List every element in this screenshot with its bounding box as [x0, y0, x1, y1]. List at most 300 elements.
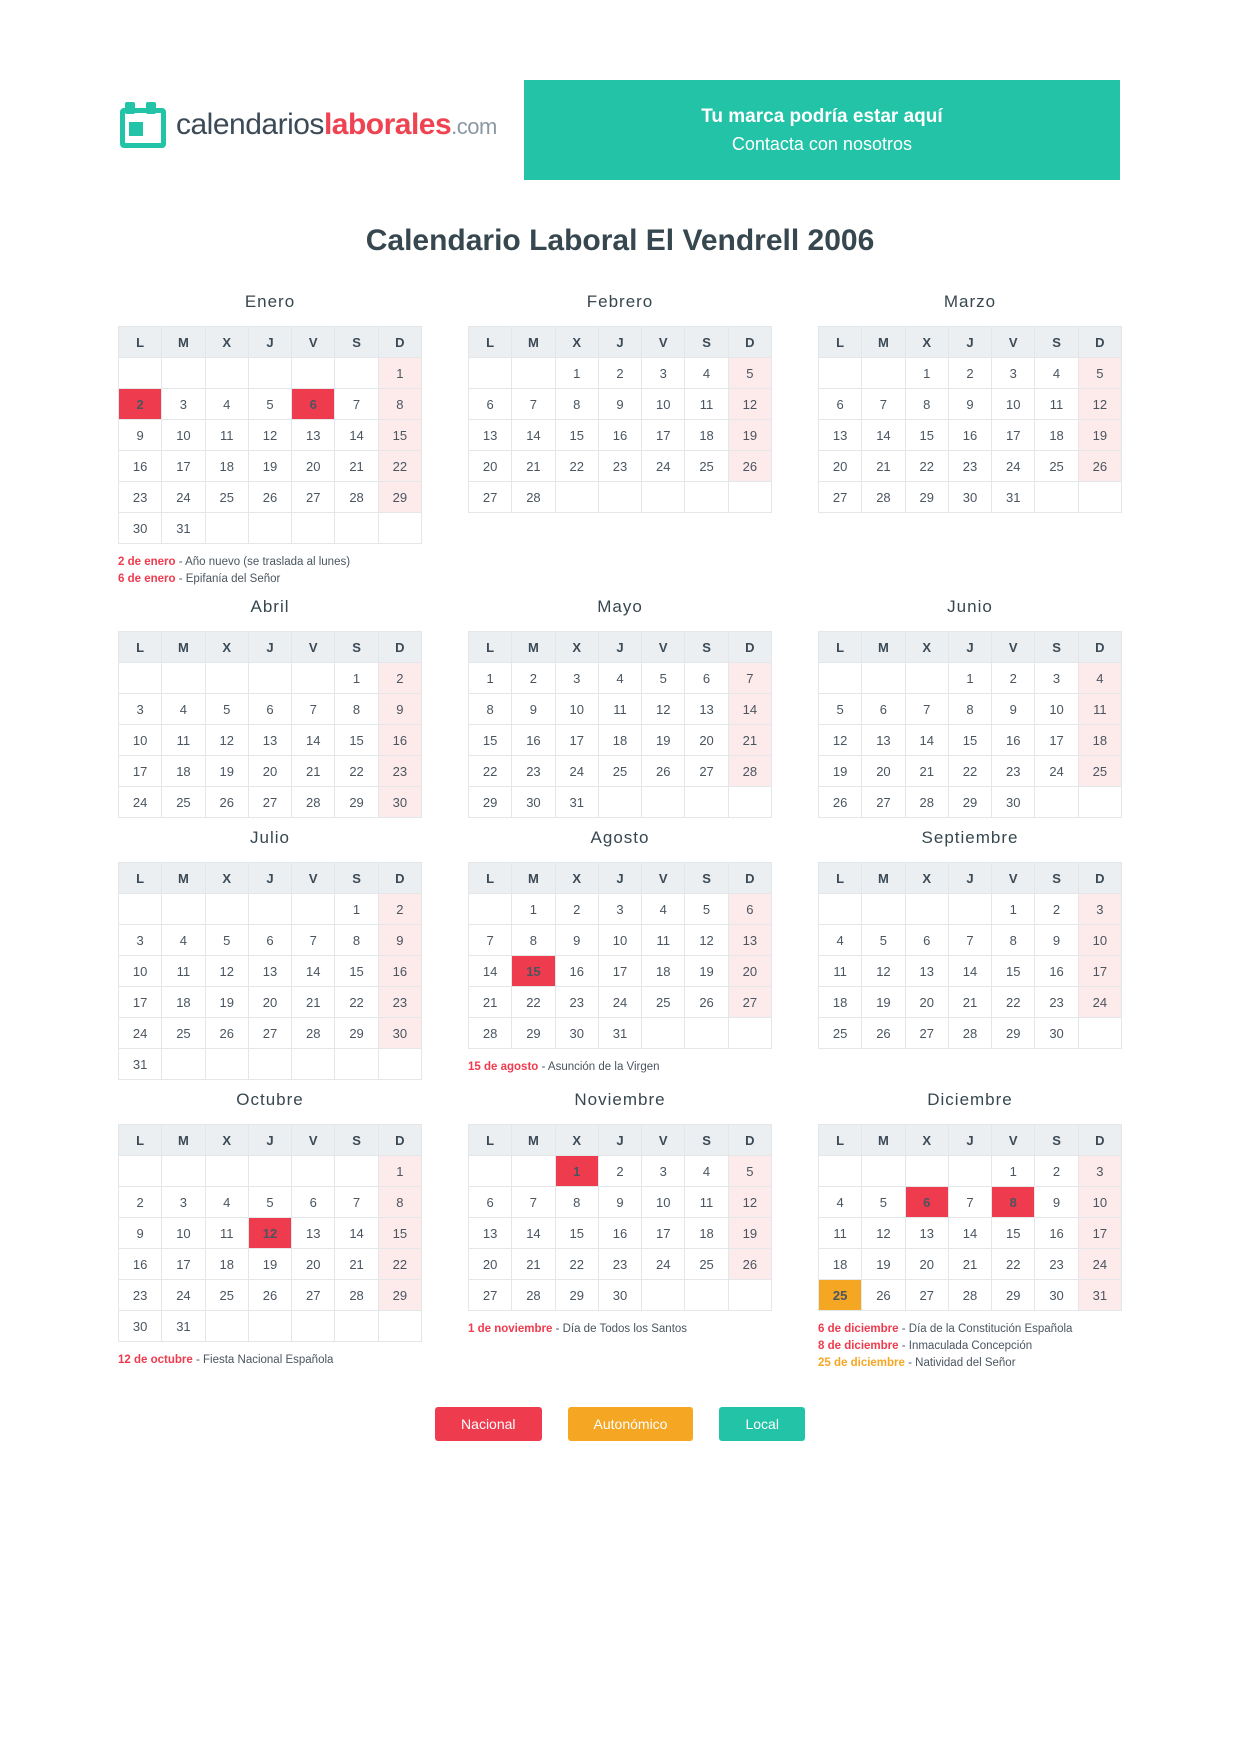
day-cell[interactable]: 19 [1078, 420, 1121, 451]
day-cell[interactable]: 26 [248, 1280, 291, 1311]
day-cell[interactable]: 6 [248, 694, 291, 725]
day-cell[interactable]: 16 [992, 725, 1035, 756]
day-cell[interactable]: 10 [162, 420, 205, 451]
day-cell[interactable]: 9 [948, 389, 991, 420]
day-cell[interactable]: 19 [728, 420, 771, 451]
day-cell[interactable]: 7 [948, 925, 991, 956]
day-cell[interactable]: 31 [119, 1049, 162, 1080]
day-cell[interactable]: 12 [685, 925, 728, 956]
day-cell[interactable]: 17 [1078, 1218, 1121, 1249]
day-cell[interactable]: 9 [598, 1187, 641, 1218]
day-cell[interactable]: 6 [905, 1187, 948, 1218]
day-cell[interactable]: 26 [685, 987, 728, 1018]
day-cell[interactable]: 18 [642, 956, 685, 987]
day-cell[interactable]: 17 [162, 1249, 205, 1280]
day-cell[interactable]: 13 [685, 694, 728, 725]
day-cell[interactable]: 5 [1078, 358, 1121, 389]
day-cell[interactable]: 1 [992, 1156, 1035, 1187]
day-cell[interactable]: 21 [948, 1249, 991, 1280]
day-cell[interactable]: 26 [205, 1018, 248, 1049]
day-cell[interactable]: 25 [162, 787, 205, 818]
day-cell[interactable]: 29 [469, 787, 512, 818]
day-cell[interactable]: 25 [205, 482, 248, 513]
day-cell[interactable]: 5 [642, 663, 685, 694]
day-cell[interactable]: 13 [248, 725, 291, 756]
day-cell[interactable]: 5 [205, 694, 248, 725]
day-cell[interactable]: 5 [862, 925, 905, 956]
day-cell[interactable]: 24 [642, 451, 685, 482]
day-cell[interactable]: 20 [905, 987, 948, 1018]
day-cell[interactable]: 2 [598, 358, 641, 389]
day-cell[interactable]: 25 [205, 1280, 248, 1311]
day-cell[interactable]: 19 [862, 1249, 905, 1280]
day-cell[interactable]: 19 [205, 987, 248, 1018]
day-cell[interactable]: 6 [685, 663, 728, 694]
day-cell[interactable]: 18 [162, 756, 205, 787]
day-cell[interactable]: 13 [292, 1218, 335, 1249]
day-cell[interactable]: 22 [469, 756, 512, 787]
day-cell[interactable]: 11 [162, 956, 205, 987]
day-cell[interactable]: 23 [598, 451, 641, 482]
day-cell[interactable]: 31 [555, 787, 598, 818]
day-cell[interactable]: 9 [512, 694, 555, 725]
day-cell[interactable]: 7 [512, 1187, 555, 1218]
day-cell[interactable]: 8 [378, 1187, 421, 1218]
day-cell[interactable]: 21 [728, 725, 771, 756]
day-cell[interactable]: 17 [598, 956, 641, 987]
day-cell[interactable]: 8 [469, 694, 512, 725]
day-cell[interactable]: 16 [598, 1218, 641, 1249]
day-cell[interactable]: 26 [728, 1249, 771, 1280]
day-cell[interactable]: 29 [992, 1018, 1035, 1049]
day-cell[interactable]: 14 [728, 694, 771, 725]
day-cell[interactable]: 12 [248, 420, 291, 451]
day-cell[interactable]: 20 [728, 956, 771, 987]
day-cell[interactable]: 10 [992, 389, 1035, 420]
day-cell[interactable]: 27 [728, 987, 771, 1018]
day-cell[interactable]: 27 [248, 787, 291, 818]
day-cell[interactable]: 31 [1078, 1280, 1121, 1311]
day-cell[interactable]: 21 [905, 756, 948, 787]
day-cell[interactable]: 9 [119, 1218, 162, 1249]
day-cell[interactable]: 28 [512, 1280, 555, 1311]
day-cell[interactable]: 12 [862, 956, 905, 987]
day-cell[interactable]: 10 [1078, 925, 1121, 956]
day-cell[interactable]: 27 [862, 787, 905, 818]
day-cell[interactable]: 8 [335, 925, 378, 956]
day-cell[interactable]: 21 [292, 987, 335, 1018]
day-cell[interactable]: 18 [819, 1249, 862, 1280]
day-cell[interactable]: 26 [1078, 451, 1121, 482]
day-cell[interactable]: 4 [598, 663, 641, 694]
site-logo[interactable] [120, 80, 524, 148]
day-cell[interactable]: 16 [598, 420, 641, 451]
day-cell[interactable]: 21 [292, 756, 335, 787]
day-cell[interactable]: 5 [728, 358, 771, 389]
day-cell[interactable]: 15 [378, 1218, 421, 1249]
day-cell[interactable]: 12 [862, 1218, 905, 1249]
day-cell[interactable]: 29 [555, 1280, 598, 1311]
day-cell[interactable]: 17 [1035, 725, 1078, 756]
day-cell[interactable]: 7 [292, 694, 335, 725]
day-cell[interactable]: 18 [162, 987, 205, 1018]
day-cell[interactable]: 3 [119, 694, 162, 725]
day-cell[interactable]: 19 [642, 725, 685, 756]
day-cell[interactable]: 12 [205, 725, 248, 756]
day-cell[interactable]: 24 [992, 451, 1035, 482]
day-cell[interactable]: 23 [119, 1280, 162, 1311]
day-cell[interactable]: 20 [248, 756, 291, 787]
day-cell[interactable]: 29 [378, 482, 421, 513]
day-cell[interactable]: 1 [948, 663, 991, 694]
day-cell[interactable]: 10 [119, 956, 162, 987]
day-cell[interactable]: 25 [819, 1018, 862, 1049]
day-cell[interactable]: 4 [819, 925, 862, 956]
day-cell[interactable]: 22 [335, 756, 378, 787]
day-cell[interactable]: 14 [948, 1218, 991, 1249]
legend-aut[interactable]: Autonómico [568, 1407, 694, 1441]
day-cell[interactable]: 12 [728, 1187, 771, 1218]
day-cell[interactable]: 29 [335, 787, 378, 818]
day-cell[interactable]: 8 [335, 694, 378, 725]
day-cell[interactable]: 28 [335, 482, 378, 513]
day-cell[interactable]: 23 [1035, 987, 1078, 1018]
day-cell[interactable]: 31 [162, 513, 205, 544]
day-cell[interactable]: 7 [292, 925, 335, 956]
day-cell[interactable]: 14 [512, 420, 555, 451]
day-cell[interactable]: 21 [512, 1249, 555, 1280]
day-cell[interactable]: 16 [119, 1249, 162, 1280]
day-cell[interactable]: 15 [335, 725, 378, 756]
day-cell[interactable]: 9 [1035, 1187, 1078, 1218]
day-cell[interactable]: 2 [1035, 894, 1078, 925]
day-cell[interactable]: 27 [905, 1018, 948, 1049]
day-cell[interactable]: 19 [685, 956, 728, 987]
day-cell[interactable]: 15 [948, 725, 991, 756]
day-cell[interactable]: 11 [685, 389, 728, 420]
day-cell[interactable]: 6 [469, 1187, 512, 1218]
day-cell[interactable]: 29 [335, 1018, 378, 1049]
day-cell[interactable]: 24 [162, 1280, 205, 1311]
day-cell[interactable]: 28 [335, 1280, 378, 1311]
day-cell[interactable]: 20 [292, 451, 335, 482]
day-cell[interactable]: 22 [512, 987, 555, 1018]
day-cell[interactable]: 2 [598, 1156, 641, 1187]
day-cell[interactable]: 1 [335, 894, 378, 925]
day-cell[interactable]: 4 [162, 925, 205, 956]
day-cell[interactable]: 30 [119, 513, 162, 544]
day-cell[interactable]: 23 [1035, 1249, 1078, 1280]
day-cell[interactable]: 5 [248, 389, 291, 420]
day-cell[interactable]: 2 [992, 663, 1035, 694]
day-cell[interactable]: 27 [292, 482, 335, 513]
day-cell[interactable]: 3 [642, 358, 685, 389]
day-cell[interactable]: 16 [1035, 1218, 1078, 1249]
day-cell[interactable]: 19 [819, 756, 862, 787]
day-cell[interactable]: 5 [205, 925, 248, 956]
day-cell[interactable]: 2 [948, 358, 991, 389]
day-cell[interactable]: 16 [512, 725, 555, 756]
day-cell[interactable]: 13 [248, 956, 291, 987]
day-cell[interactable]: 26 [248, 482, 291, 513]
day-cell[interactable]: 1 [555, 358, 598, 389]
day-cell[interactable]: 4 [1078, 663, 1121, 694]
day-cell[interactable]: 29 [905, 482, 948, 513]
day-cell[interactable]: 4 [685, 358, 728, 389]
day-cell[interactable]: 18 [685, 1218, 728, 1249]
day-cell[interactable]: 22 [905, 451, 948, 482]
day-cell[interactable]: 28 [292, 787, 335, 818]
day-cell[interactable]: 2 [119, 389, 162, 420]
day-cell[interactable]: 6 [292, 1187, 335, 1218]
day-cell[interactable]: 23 [378, 756, 421, 787]
day-cell[interactable]: 30 [992, 787, 1035, 818]
day-cell[interactable]: 27 [819, 482, 862, 513]
day-cell[interactable]: 31 [598, 1018, 641, 1049]
day-cell[interactable]: 20 [862, 756, 905, 787]
day-cell[interactable]: 29 [378, 1280, 421, 1311]
day-cell[interactable]: 28 [292, 1018, 335, 1049]
day-cell[interactable]: 25 [642, 987, 685, 1018]
day-cell[interactable]: 2 [378, 663, 421, 694]
day-cell[interactable]: 30 [1035, 1280, 1078, 1311]
day-cell[interactable]: 24 [119, 787, 162, 818]
day-cell[interactable]: 23 [992, 756, 1035, 787]
day-cell[interactable]: 1 [469, 663, 512, 694]
day-cell[interactable]: 7 [335, 1187, 378, 1218]
day-cell[interactable]: 17 [119, 987, 162, 1018]
day-cell[interactable]: 20 [905, 1249, 948, 1280]
day-cell[interactable]: 12 [819, 725, 862, 756]
day-cell[interactable]: 29 [512, 1018, 555, 1049]
day-cell[interactable]: 14 [905, 725, 948, 756]
day-cell[interactable]: 7 [469, 925, 512, 956]
day-cell[interactable]: 7 [905, 694, 948, 725]
day-cell[interactable]: 8 [555, 1187, 598, 1218]
day-cell[interactable]: 7 [512, 389, 555, 420]
day-cell[interactable]: 15 [512, 956, 555, 987]
day-cell[interactable]: 14 [512, 1218, 555, 1249]
day-cell[interactable]: 18 [685, 420, 728, 451]
day-cell[interactable]: 24 [642, 1249, 685, 1280]
day-cell[interactable]: 15 [555, 420, 598, 451]
day-cell[interactable]: 24 [1035, 756, 1078, 787]
day-cell[interactable]: 16 [378, 725, 421, 756]
day-cell[interactable]: 14 [335, 1218, 378, 1249]
day-cell[interactable]: 8 [992, 925, 1035, 956]
day-cell[interactable]: 13 [819, 420, 862, 451]
day-cell[interactable]: 27 [685, 756, 728, 787]
day-cell[interactable]: 15 [555, 1218, 598, 1249]
day-cell[interactable]: 22 [555, 1249, 598, 1280]
day-cell[interactable]: 17 [642, 1218, 685, 1249]
day-cell[interactable]: 6 [905, 925, 948, 956]
day-cell[interactable]: 23 [512, 756, 555, 787]
day-cell[interactable]: 4 [205, 389, 248, 420]
day-cell[interactable]: 18 [205, 451, 248, 482]
day-cell[interactable]: 25 [1078, 756, 1121, 787]
day-cell[interactable]: 11 [819, 1218, 862, 1249]
day-cell[interactable]: 1 [335, 663, 378, 694]
day-cell[interactable]: 29 [948, 787, 991, 818]
day-cell[interactable]: 21 [335, 451, 378, 482]
day-cell[interactable]: 3 [598, 894, 641, 925]
day-cell[interactable]: 26 [819, 787, 862, 818]
day-cell[interactable]: 3 [162, 389, 205, 420]
day-cell[interactable]: 11 [205, 420, 248, 451]
day-cell[interactable]: 20 [292, 1249, 335, 1280]
day-cell[interactable]: 7 [728, 663, 771, 694]
day-cell[interactable]: 19 [205, 756, 248, 787]
day-cell[interactable]: 15 [378, 420, 421, 451]
day-cell[interactable]: 5 [862, 1187, 905, 1218]
day-cell[interactable]: 4 [1035, 358, 1078, 389]
day-cell[interactable]: 20 [469, 1249, 512, 1280]
day-cell[interactable]: 28 [862, 482, 905, 513]
day-cell[interactable]: 16 [378, 956, 421, 987]
day-cell[interactable]: 17 [162, 451, 205, 482]
day-cell[interactable]: 1 [992, 894, 1035, 925]
day-cell[interactable]: 30 [598, 1280, 641, 1311]
day-cell[interactable]: 4 [205, 1187, 248, 1218]
day-cell[interactable]: 13 [905, 1218, 948, 1249]
day-cell[interactable]: 18 [819, 987, 862, 1018]
day-cell[interactable]: 25 [1035, 451, 1078, 482]
day-cell[interactable]: 12 [642, 694, 685, 725]
day-cell[interactable]: 14 [335, 420, 378, 451]
day-cell[interactable]: 21 [948, 987, 991, 1018]
day-cell[interactable]: 12 [728, 389, 771, 420]
day-cell[interactable]: 10 [642, 389, 685, 420]
day-cell[interactable]: 11 [162, 725, 205, 756]
day-cell[interactable]: 24 [162, 482, 205, 513]
day-cell[interactable]: 27 [248, 1018, 291, 1049]
day-cell[interactable]: 25 [685, 451, 728, 482]
day-cell[interactable]: 17 [555, 725, 598, 756]
day-cell[interactable]: 3 [1035, 663, 1078, 694]
day-cell[interactable]: 14 [948, 956, 991, 987]
day-cell[interactable]: 20 [248, 987, 291, 1018]
day-cell[interactable]: 14 [469, 956, 512, 987]
day-cell[interactable]: 11 [819, 956, 862, 987]
day-cell[interactable]: 17 [119, 756, 162, 787]
day-cell[interactable]: 31 [992, 482, 1035, 513]
day-cell[interactable]: 15 [992, 956, 1035, 987]
day-cell[interactable]: 10 [642, 1187, 685, 1218]
day-cell[interactable]: 26 [862, 1018, 905, 1049]
day-cell[interactable]: 23 [948, 451, 991, 482]
day-cell[interactable]: 16 [948, 420, 991, 451]
day-cell[interactable]: 22 [335, 987, 378, 1018]
day-cell[interactable]: 10 [1035, 694, 1078, 725]
day-cell[interactable]: 8 [378, 389, 421, 420]
day-cell[interactable]: 6 [819, 389, 862, 420]
day-cell[interactable]: 30 [948, 482, 991, 513]
day-cell[interactable]: 6 [292, 389, 335, 420]
day-cell[interactable]: 30 [512, 787, 555, 818]
day-cell[interactable]: 3 [555, 663, 598, 694]
day-cell[interactable]: 20 [819, 451, 862, 482]
day-cell[interactable]: 12 [205, 956, 248, 987]
day-cell[interactable]: 21 [335, 1249, 378, 1280]
day-cell[interactable]: 29 [992, 1280, 1035, 1311]
day-cell[interactable]: 18 [598, 725, 641, 756]
day-cell[interactable]: 13 [292, 420, 335, 451]
day-cell[interactable]: 15 [905, 420, 948, 451]
day-cell[interactable]: 28 [948, 1018, 991, 1049]
legend-nac[interactable]: Nacional [435, 1407, 541, 1441]
day-cell[interactable]: 5 [728, 1156, 771, 1187]
day-cell[interactable]: 19 [248, 451, 291, 482]
day-cell[interactable]: 3 [119, 925, 162, 956]
day-cell[interactable]: 28 [728, 756, 771, 787]
day-cell[interactable]: 18 [1078, 725, 1121, 756]
day-cell[interactable]: 10 [1078, 1187, 1121, 1218]
day-cell[interactable]: 25 [162, 1018, 205, 1049]
day-cell[interactable]: 14 [862, 420, 905, 451]
day-cell[interactable]: 27 [469, 1280, 512, 1311]
day-cell[interactable]: 5 [248, 1187, 291, 1218]
day-cell[interactable]: 8 [905, 389, 948, 420]
day-cell[interactable]: 22 [378, 1249, 421, 1280]
day-cell[interactable]: 12 [248, 1218, 291, 1249]
day-cell[interactable]: 19 [862, 987, 905, 1018]
day-cell[interactable]: 23 [119, 482, 162, 513]
day-cell[interactable]: 25 [685, 1249, 728, 1280]
day-cell[interactable]: 3 [642, 1156, 685, 1187]
day-cell[interactable]: 18 [205, 1249, 248, 1280]
day-cell[interactable]: 23 [598, 1249, 641, 1280]
day-cell[interactable]: 6 [469, 389, 512, 420]
day-cell[interactable]: 7 [335, 389, 378, 420]
day-cell[interactable]: 27 [469, 482, 512, 513]
day-cell[interactable]: 11 [1078, 694, 1121, 725]
day-cell[interactable]: 27 [292, 1280, 335, 1311]
day-cell[interactable]: 1 [905, 358, 948, 389]
day-cell[interactable]: 23 [378, 987, 421, 1018]
day-cell[interactable]: 9 [378, 694, 421, 725]
day-cell[interactable]: 4 [162, 694, 205, 725]
day-cell[interactable]: 7 [862, 389, 905, 420]
day-cell[interactable]: 13 [469, 1218, 512, 1249]
day-cell[interactable]: 11 [642, 925, 685, 956]
day-cell[interactable]: 24 [555, 756, 598, 787]
day-cell[interactable]: 30 [119, 1311, 162, 1342]
day-cell[interactable]: 18 [1035, 420, 1078, 451]
day-cell[interactable]: 16 [119, 451, 162, 482]
day-cell[interactable]: 17 [992, 420, 1035, 451]
day-cell[interactable]: 16 [555, 956, 598, 987]
day-cell[interactable]: 10 [555, 694, 598, 725]
day-cell[interactable]: 21 [512, 451, 555, 482]
day-cell[interactable]: 15 [992, 1218, 1035, 1249]
day-cell[interactable]: 15 [335, 956, 378, 987]
day-cell[interactable]: 30 [378, 787, 421, 818]
day-cell[interactable]: 30 [378, 1018, 421, 1049]
day-cell[interactable]: 17 [1078, 956, 1121, 987]
day-cell[interactable]: 24 [119, 1018, 162, 1049]
day-cell[interactable]: 7 [948, 1187, 991, 1218]
day-cell[interactable]: 22 [555, 451, 598, 482]
day-cell[interactable]: 3 [162, 1187, 205, 1218]
day-cell[interactable]: 5 [819, 694, 862, 725]
day-cell[interactable]: 10 [119, 725, 162, 756]
day-cell[interactable]: 20 [469, 451, 512, 482]
promo-banner[interactable] [524, 80, 1120, 180]
day-cell[interactable]: 6 [862, 694, 905, 725]
day-cell[interactable]: 28 [905, 787, 948, 818]
day-cell[interactable]: 27 [905, 1280, 948, 1311]
